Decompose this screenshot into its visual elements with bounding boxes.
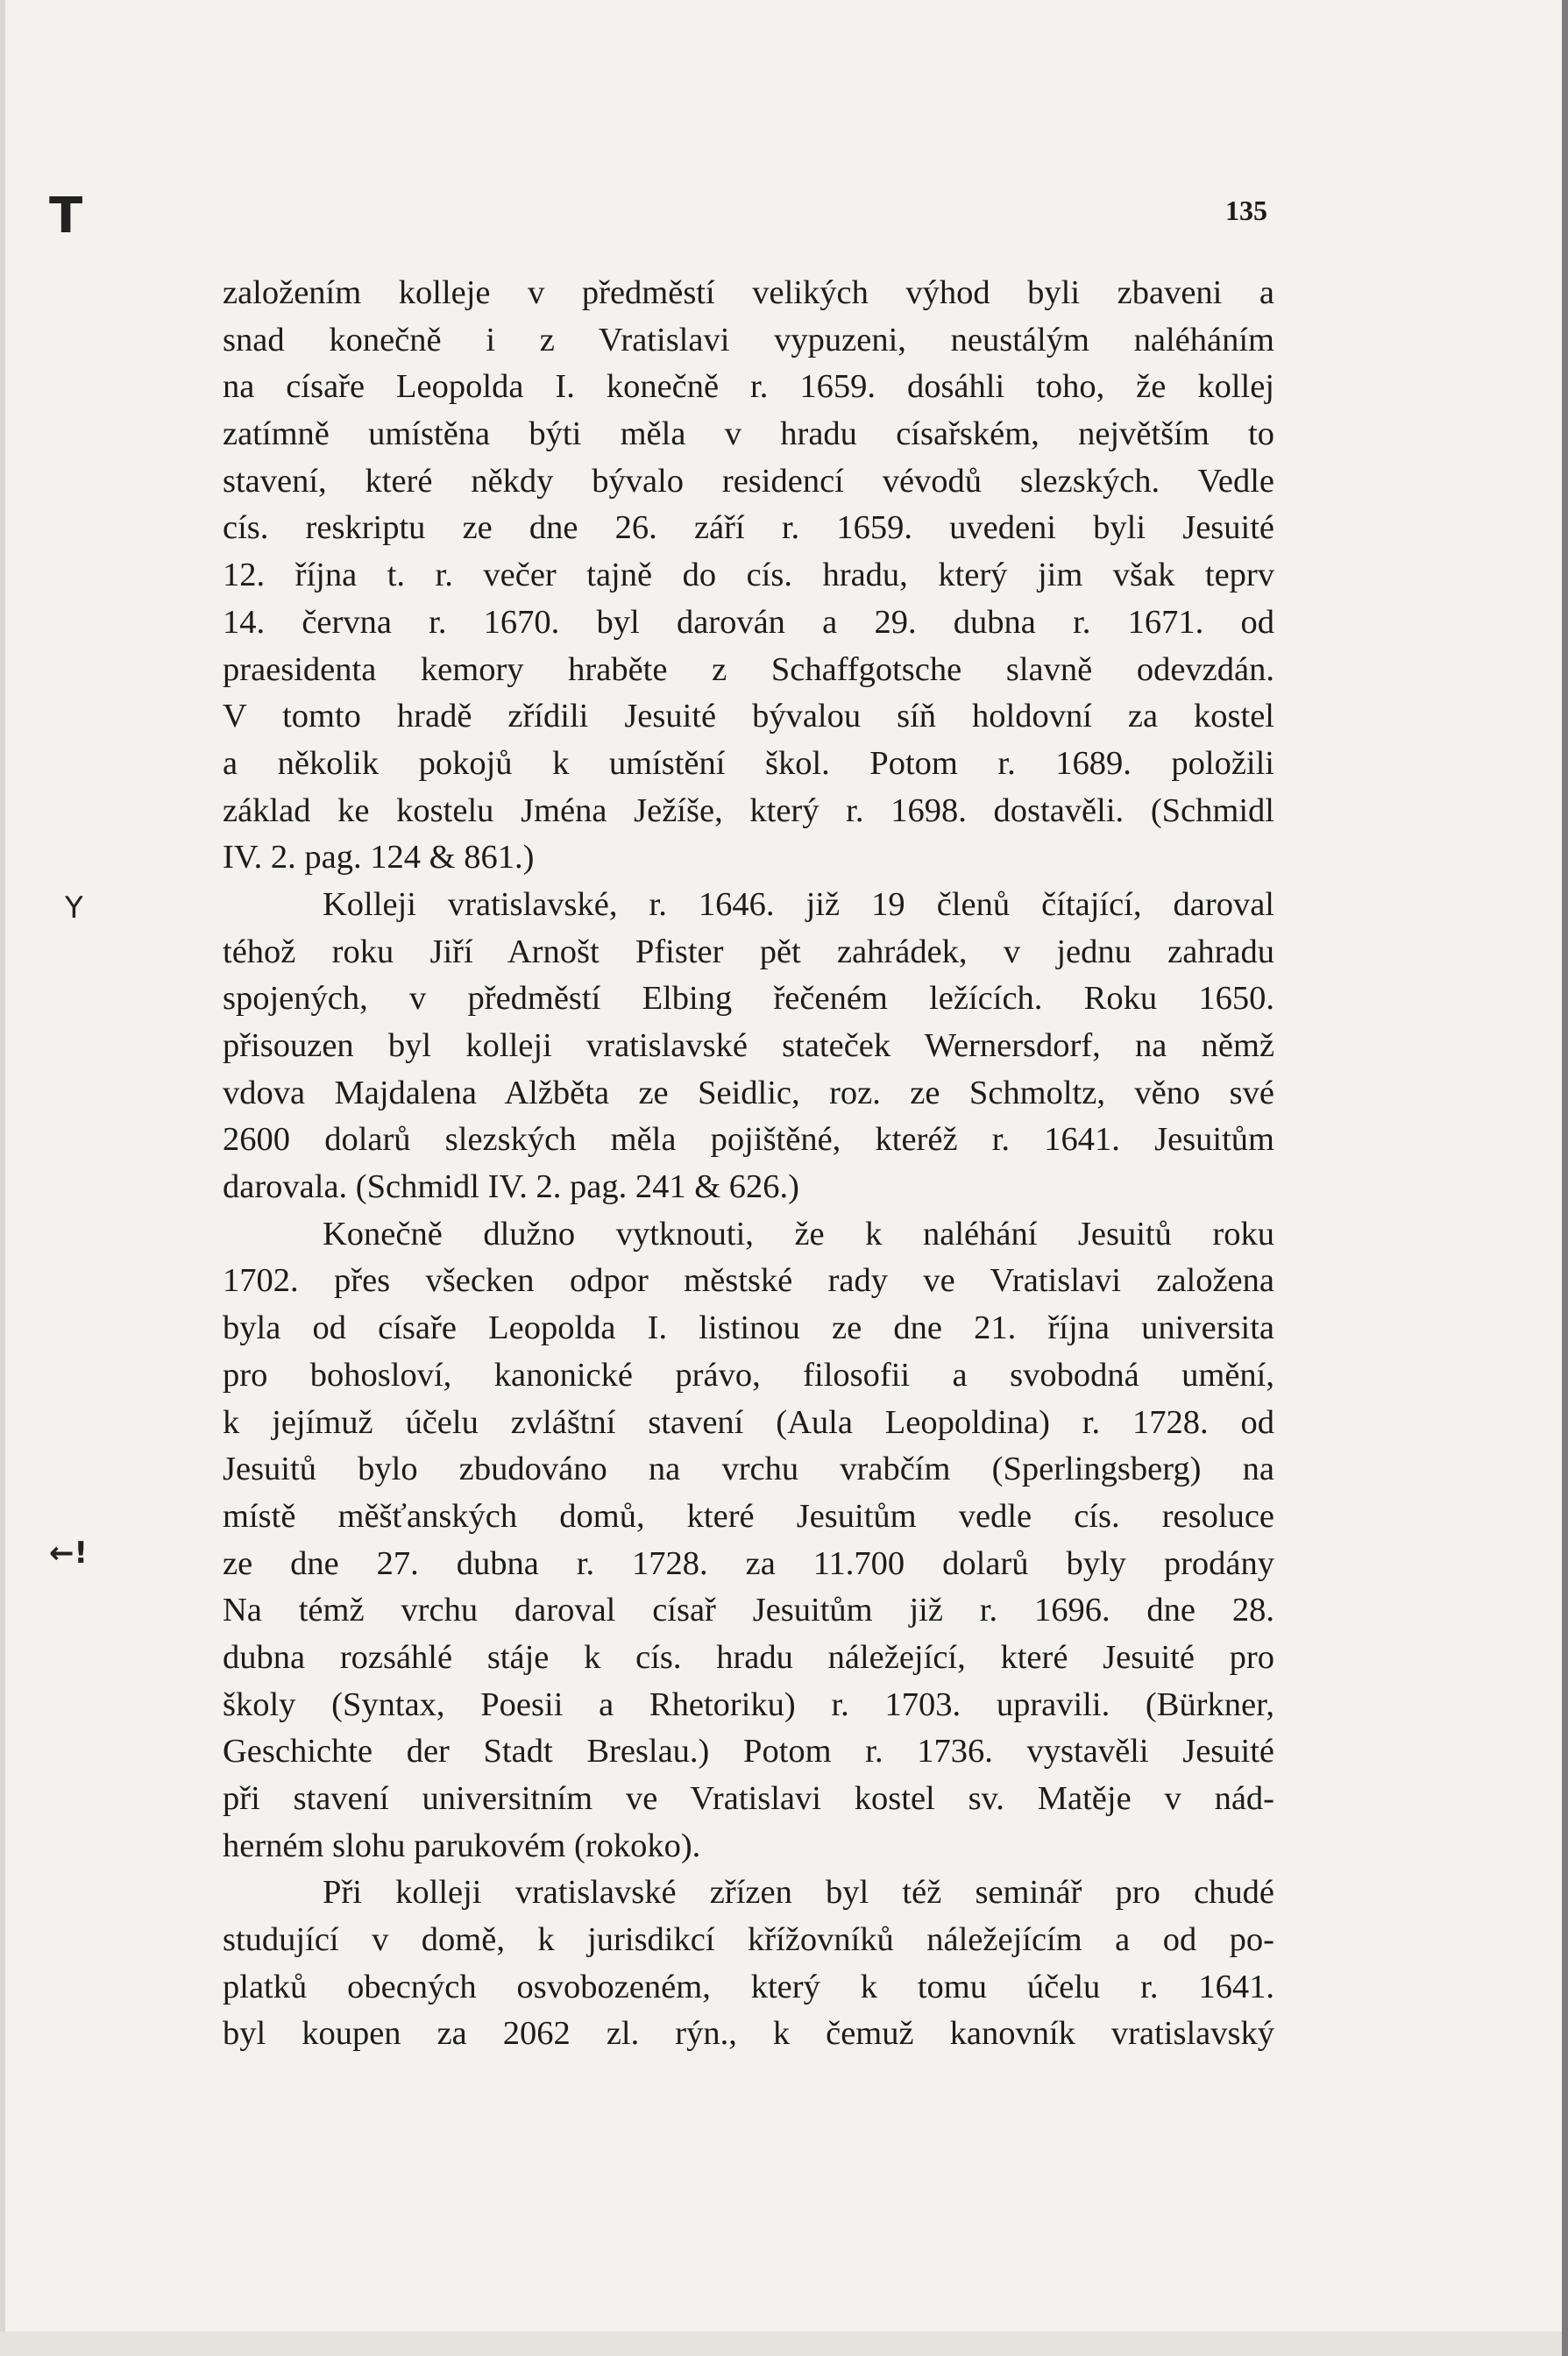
page-number: 135 [1225,195,1267,226]
text-line: téhož roku Jiří Arnošt Pfister pět zahrádek, v jednu zahradu [223,933,1274,970]
text-line: školy (Syntax, Poesii a Rhetoriku) r. 1703. upravili. (Bürkner, [223,1685,1274,1723]
text-line: ze dne 27. dubna r. 1728. za 11.700 dolarů byly prodány [223,1544,1274,1582]
text-line: herném slohu parukovém (rokoko). [223,1827,701,1864]
text-line: založením kolleje v předměstí velikých výhod byli zbaveni a [223,274,1274,311]
text-line: 12. října t. r. večer tajně do cís. hradu, který jim však teprv [223,557,1274,594]
text-line: darovala. (Schmidl IV. 2. pag. 241 & 626.) [223,1168,799,1206]
text-line: 14. června r. 1670. byl darován a 29. dubna r. 1671. od [223,603,1274,641]
text-line: 2600 dolarů slezských měla pojištěné, kteréž r. 1641. Jesuitům [223,1121,1274,1159]
text-line: pro bohosloví, kanonické právo, filosofii a svobodná umění, [223,1356,1274,1394]
body-text [223,270,1274,2058]
text-line: Při kolleji vratislavské zřízen byl též seminář pro chudé [323,1874,1274,1912]
text-line: platků obecných osvobozeném, který k tomu účelu r. 1641. [223,1968,1274,2005]
text-line: praesidenta kemory hraběte z Schaffgotsche slavně odevzdán. [223,650,1274,688]
text-line: Jesuitů bylo zbudováno na vrchu vrabčím (Sperlingsberg) na [223,1451,1274,1488]
text-line: místě měšťanských domů, které Jesuitům vedle cís. resoluce [223,1497,1274,1535]
text-line: byla od císaře Leopolda I. listinou ze dne 21. října universita [223,1309,1274,1347]
text-line: cís. reskriptu ze dne 26. září r. 1659. uvedeni byli Jesuité [223,509,1274,547]
text-line: Konečně dlužno vytknouti, že k naléhání Jesuitů roku [323,1215,1274,1253]
text-line: zatímně umístěna býti měla v hradu císařském, největším to [223,415,1274,453]
text-line: snad konečně i z Vratislavi vypuzeni, neustálým naléháním [223,321,1274,358]
text-line: stavení, které někdy bývalo residencí vévodů slezských. Vedle [223,462,1274,500]
text-line: při stavení universitním ve Vratislavi kostel sv. Matěje v nád- [223,1780,1274,1817]
text-line: vdova Majdalena Alžběta ze Seidlic, roz. ze Schmoltz, věno své [223,1074,1274,1111]
margin-mark-lower: ←! [49,1536,88,1571]
margin-mark-top: T [49,188,83,245]
text-line: a několik pokojů k umístění škol. Potom r. 1689. položili [223,744,1274,782]
page-bottom-edge [0,2331,1562,2356]
text-line: spojených, v předměstí Elbing řečeném ležících. Roku 1650. [223,980,1274,1018]
text-line: 1702. přes všecken odpor městské rady ve Vratislavi založena [223,1262,1274,1300]
page-left-edge [0,0,5,2356]
text-line: byl koupen za 2062 zl. rýn., k čemuž kanovník vratislavský [223,2015,1274,2053]
margin-mark-middle: Y [65,891,83,926]
text-line: Geschichte der Stadt Breslau.) Potom r. 1736. vystavěli Jesuité [223,1733,1274,1771]
text-line: přisouzen byl kolleji vratislavské stateček Wernersdorf, na němž [223,1027,1274,1064]
text-line: IV. 2. pag. 124 & 861.) [223,839,535,876]
text-line: Na témž vrchu daroval císař Jesuitům již r. 1696. dne 28. [223,1592,1274,1629]
text-line: k jejímuž účelu zvláštní stavení (Aula Leopoldina) r. 1728. od [223,1403,1274,1441]
text-line: V tomto hradě zřídili Jesuité bývalou síň holdovní za kostel [223,698,1274,735]
text-line: Kolleji vratislavské, r. 1646. již 19 členů čítající, daroval [323,885,1274,923]
text-line: základ ke kostelu Jména Ježíše, který r. 1698. dostavěli. (Schmidl [223,791,1274,829]
text-line: na císaře Leopolda I. konečně r. 1659. dosáhli toho, že kollej [223,368,1274,406]
text-line: dubna rozsáhlé stáje k cís. hradu náležející, které Jesuité pro [223,1638,1274,1676]
text-line: studující v domě, k jurisdikcí křížovníků náležejícím a od po- [223,1921,1274,1959]
